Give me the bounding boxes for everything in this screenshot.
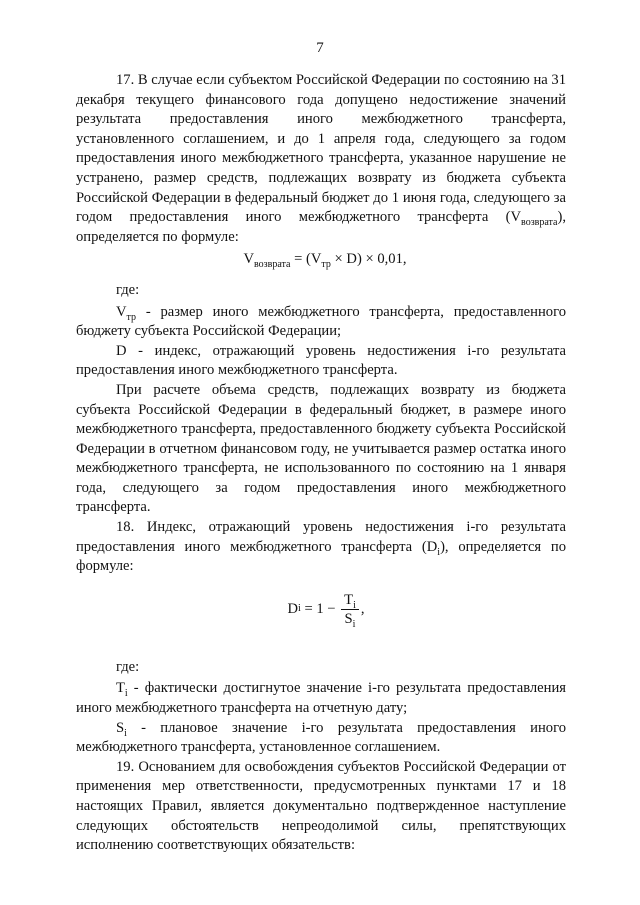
formula2-denominator bbox=[342, 610, 359, 628]
paragraph-18-subscript: i bbox=[437, 546, 441, 558]
paragraph-18-text: 18. Индекс, отражающий уровень недостижения i-го результата предоставления иного межбюджетного трансферта (D bbox=[76, 519, 566, 555]
document-body bbox=[76, 71, 566, 856]
formula2-fraction bbox=[341, 591, 359, 628]
formula-return-amount bbox=[76, 250, 566, 270]
formula1-v-subscript: возврата bbox=[254, 259, 291, 271]
definition-s-symbol: S bbox=[116, 719, 125, 736]
formula1-mid: = (V bbox=[290, 251, 322, 268]
where-label-2: где: bbox=[116, 658, 140, 675]
formula2-numerator-subscript: i bbox=[353, 599, 356, 611]
paragraph-19: 19. Основанием для освобождения субъектов Российской Федерации от применения мер ответственности, предусмотренных пунктами 17 и 18 настоящих Правил, является документально подтвержденное наступление следующих обстоятельств непреодолимой силы, препятствующих исполнению соответствующих обязательств: bbox=[76, 758, 566, 854]
formula2-numerator-symbol: T bbox=[344, 591, 354, 608]
definition-vtr-subscript: тр bbox=[126, 311, 137, 323]
formula1-v: V bbox=[243, 251, 254, 268]
definition-t-symbol: T bbox=[116, 680, 125, 697]
definition-s-subscript: i bbox=[124, 727, 127, 739]
definition-t-subscript: i bbox=[124, 688, 128, 700]
paragraph-17-text: 17. В случае если субъектом Российской Федерации по состоянию на 31 декабря текущего финансового года допущено недостижение значений результата предоставления иного межбюджетного трансферта, установленного соглашением, и до 1 апреля года, следующего за годом предоставления иного межбюджетного трансферта, указанное нарушение не устранено, размер средств, подлежащих возврату из бюджета субъекта Российской Федерации в федеральный бюджет до 1 июня года, следующего за годом предоставления иного межбюджетного трансферта (V bbox=[76, 72, 566, 226]
paragraph-17 bbox=[76, 71, 566, 247]
page-number: 7 bbox=[316, 40, 324, 56]
paragraph-17-tail: ), определяется по формуле: bbox=[76, 209, 566, 245]
formula2-denominator-subscript: i bbox=[352, 618, 356, 630]
formula-index: D i = 1 − $\frac{T_i}{S_i}$ , bbox=[287, 591, 365, 630]
formula2-denominator-symbol: S bbox=[344, 610, 353, 627]
definition-vtr bbox=[76, 303, 566, 342]
formula1-tail: × D) × 0,01, bbox=[330, 251, 407, 268]
definition-s bbox=[76, 719, 566, 758]
formula2-tail: , bbox=[360, 600, 365, 617]
formula1-vtr-subscript: тр bbox=[321, 259, 331, 271]
where-label-1: где: bbox=[116, 281, 140, 298]
paragraph-calculation: При расчете объема средств, подлежащих возврату из бюджета субъекта Российской Федерации в федеральный бюджет, в размере иного межбюджетного трансферта, предоставленного бюджету субъекта Российской Федерации в отчетном финансовом году, не учитывается размер остатка иного межбюджетного трансферта, не использованного по состоянию на 1 января года, следующего за годом предоставления иного межбюджетного трансферта. bbox=[76, 381, 566, 516]
definition-d: D - индекс, отражающий уровень недостижения i-го результата предоставления иного межбюджетного трансферта. bbox=[76, 342, 566, 379]
definition-vtr-symbol: V bbox=[116, 303, 127, 320]
paragraph-18 bbox=[76, 518, 566, 577]
definition-vtr-text: - размер иного межбюджетного трансферта, предоставленного бюджету субъекта Российской Федерации; bbox=[76, 303, 566, 340]
definition-t-text: - фактически достигнутое значение i-го результата предоставления иного межбюджетного трансферта на отчетную дату; bbox=[76, 680, 566, 717]
formula2-equals: = 1 − bbox=[300, 600, 340, 617]
definition-t bbox=[76, 679, 566, 718]
paragraph-18-tail: ), определяется по формуле: bbox=[76, 538, 566, 575]
definition-s-text: - плановое значение i-го результата предоставления иного межбюджетного трансферта, установленное соглашением. bbox=[76, 719, 566, 756]
formula2-lhs: D bbox=[287, 600, 299, 617]
paragraph-17-subscript: возврата bbox=[521, 217, 558, 229]
formula2-numerator bbox=[341, 591, 359, 610]
